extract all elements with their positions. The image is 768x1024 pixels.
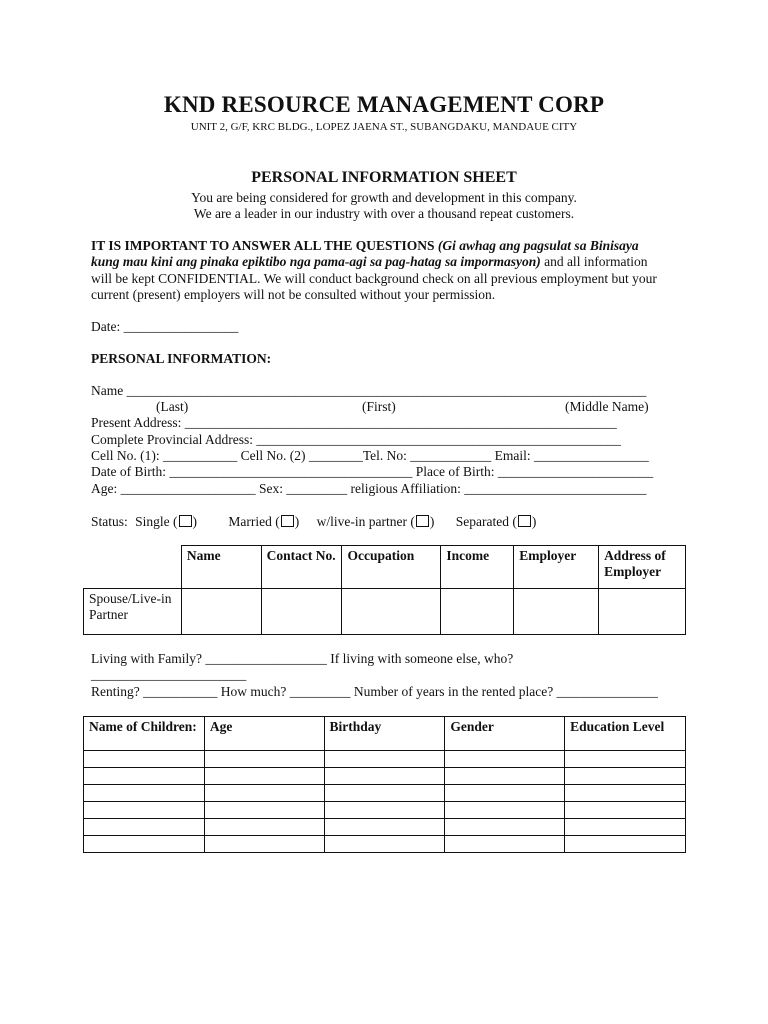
children-cell[interactable] xyxy=(565,836,686,853)
table-row xyxy=(84,768,686,785)
children-cell[interactable] xyxy=(204,785,324,802)
notice-line-3: will be kept CONFIDENTIAL. We will conduct background check on all previous employment but your xyxy=(91,271,657,286)
company-address: UNIT 2, G/F, KRC BLDG., LOPEZ JAENA ST., SUBANGDAKU, MANDAUE CITY xyxy=(190,121,578,133)
children-cell[interactable] xyxy=(204,836,324,853)
children-cell[interactable] xyxy=(324,836,445,853)
children-header-birthday: Birthday xyxy=(324,717,445,751)
living-with-family-field[interactable]: Living with Family? __________________ If living with someone else, who? xyxy=(91,651,514,666)
children-cell[interactable] xyxy=(84,836,205,853)
children-cell[interactable] xyxy=(324,802,445,819)
children-cell[interactable] xyxy=(204,768,324,785)
notice-line-1 xyxy=(91,238,639,254)
children-cell[interactable] xyxy=(204,819,324,836)
status-separated[interactable]: Separated ( ) xyxy=(455,514,537,529)
children-cell[interactable] xyxy=(324,768,445,785)
spouse-table-header xyxy=(84,546,686,589)
spouse-cell-occupation[interactable] xyxy=(342,589,441,635)
children-cell[interactable] xyxy=(445,751,565,768)
notice-italic-1: (Gi awhag ang pagsulat sa Binisaya xyxy=(437,238,639,253)
notice-rest-2: and all information xyxy=(540,254,648,269)
children-cell[interactable] xyxy=(565,768,686,785)
spouse-header-contact: Contact No. xyxy=(261,546,342,589)
status-married[interactable]: Married ( ) xyxy=(228,514,300,529)
cell-tel-email-field[interactable]: Cell No. (1): ___________ Cell No. (2) ________Tel. No: ____________ Email: _________________ xyxy=(91,448,649,463)
status-label: Status: xyxy=(91,514,128,529)
notice-line-2 xyxy=(91,254,648,270)
spouse-cell-name[interactable] xyxy=(181,589,261,635)
checkbox-single-icon[interactable] xyxy=(179,515,192,527)
spouse-header-employer: Employer xyxy=(514,546,599,589)
status-live-in[interactable]: w/live-in partner ( ) xyxy=(316,514,435,529)
checkbox-live-in-icon[interactable] xyxy=(416,515,429,527)
children-cell[interactable] xyxy=(204,802,324,819)
spouse-header-income: Income xyxy=(441,546,514,589)
intro-line-2: We are a leader in our industry with over a thousand repeat customers. xyxy=(193,206,575,221)
provincial-address-field[interactable]: Complete Provincial Address: ______________________________________________________ xyxy=(91,432,621,447)
spouse-table-corner xyxy=(84,546,182,589)
renting-field[interactable]: Renting? ___________ How much? _________ Number of years in the rented place? _______________ xyxy=(91,684,658,699)
spouse-cell-employer-address[interactable] xyxy=(599,589,686,635)
children-cell[interactable] xyxy=(445,836,565,853)
living-with-whom-field[interactable]: _______________________ xyxy=(91,667,247,682)
table-row xyxy=(84,836,686,853)
children-cell[interactable] xyxy=(324,819,445,836)
table-row xyxy=(84,819,686,836)
name-field[interactable]: Name _____________________________________________________________________________ xyxy=(91,383,647,398)
form-title: PERSONAL INFORMATION SHEET xyxy=(251,169,517,186)
children-cell[interactable] xyxy=(84,802,205,819)
children-cell[interactable] xyxy=(565,802,686,819)
notice-bold: IT IS IMPORTANT TO ANSWER ALL THE QUESTIONS xyxy=(91,238,435,253)
company-name: KND RESOURCE MANAGEMENT CORP xyxy=(163,92,605,117)
intro-line-1: You are being considered for growth and development in this company. xyxy=(191,190,577,205)
children-cell[interactable] xyxy=(324,751,445,768)
notice-line-4: current (present) employers will not be consulted without your permission. xyxy=(91,287,496,302)
checkbox-married-icon[interactable] xyxy=(281,515,294,527)
birth-field[interactable]: Date of Birth: ____________________________________ Place of Birth: _______________________ xyxy=(91,464,654,479)
children-header-age: Age xyxy=(204,717,324,751)
table-row xyxy=(84,802,686,819)
children-cell[interactable] xyxy=(84,751,205,768)
children-header-education: Education Level xyxy=(565,717,686,751)
date-field[interactable]: Date: _________________ xyxy=(91,319,239,334)
spouse-row xyxy=(84,589,686,635)
children-header-gender: Gender xyxy=(445,717,565,751)
checkbox-separated-icon[interactable] xyxy=(518,515,531,527)
spouse-header-occupation: Occupation xyxy=(342,546,441,589)
age-sex-religion-field[interactable]: Age: ____________________ Sex: _________ religious Affiliation: ___________________________ xyxy=(91,481,647,496)
children-cell[interactable] xyxy=(84,785,205,802)
table-row xyxy=(84,751,686,768)
children-cell[interactable] xyxy=(445,785,565,802)
notice-italic-2: kung mau kini ang pinaka epiktibo nga pama-agi sa pag-hatag sa impormasyon) xyxy=(91,254,541,269)
spouse-cell-employer[interactable] xyxy=(514,589,599,635)
section-title: PERSONAL INFORMATION: xyxy=(91,351,272,366)
children-cell[interactable] xyxy=(84,768,205,785)
spouse-row-label: Spouse/Live-in Partner xyxy=(84,589,182,635)
children-cell[interactable] xyxy=(565,819,686,836)
present-address-field[interactable]: Present Address: ________________________________________________________________ xyxy=(91,415,617,430)
children-cell[interactable] xyxy=(84,819,205,836)
children-header-name: Name of Children: xyxy=(84,717,205,751)
spouse-cell-income[interactable] xyxy=(441,589,514,635)
children-cell[interactable] xyxy=(565,785,686,802)
table-row xyxy=(84,785,686,802)
name-last-caption: (Last) xyxy=(156,399,189,414)
status-single[interactable]: Single ( ) xyxy=(135,514,198,529)
children-cell[interactable] xyxy=(445,819,565,836)
spouse-cell-contact[interactable] xyxy=(261,589,342,635)
children-cell[interactable] xyxy=(565,751,686,768)
spouse-header-name: Name xyxy=(181,546,261,589)
children-cell[interactable] xyxy=(324,785,445,802)
spouse-table xyxy=(83,545,686,635)
children-cell[interactable] xyxy=(445,768,565,785)
status-row xyxy=(91,514,536,530)
children-table-header xyxy=(84,717,686,751)
children-table xyxy=(83,716,686,853)
name-middle-caption: (Middle Name) xyxy=(565,399,649,414)
children-cell[interactable] xyxy=(445,802,565,819)
spouse-header-employer-address: Address of Employer xyxy=(599,546,686,589)
name-first-caption: (First) xyxy=(362,399,396,414)
children-cell[interactable] xyxy=(204,751,324,768)
